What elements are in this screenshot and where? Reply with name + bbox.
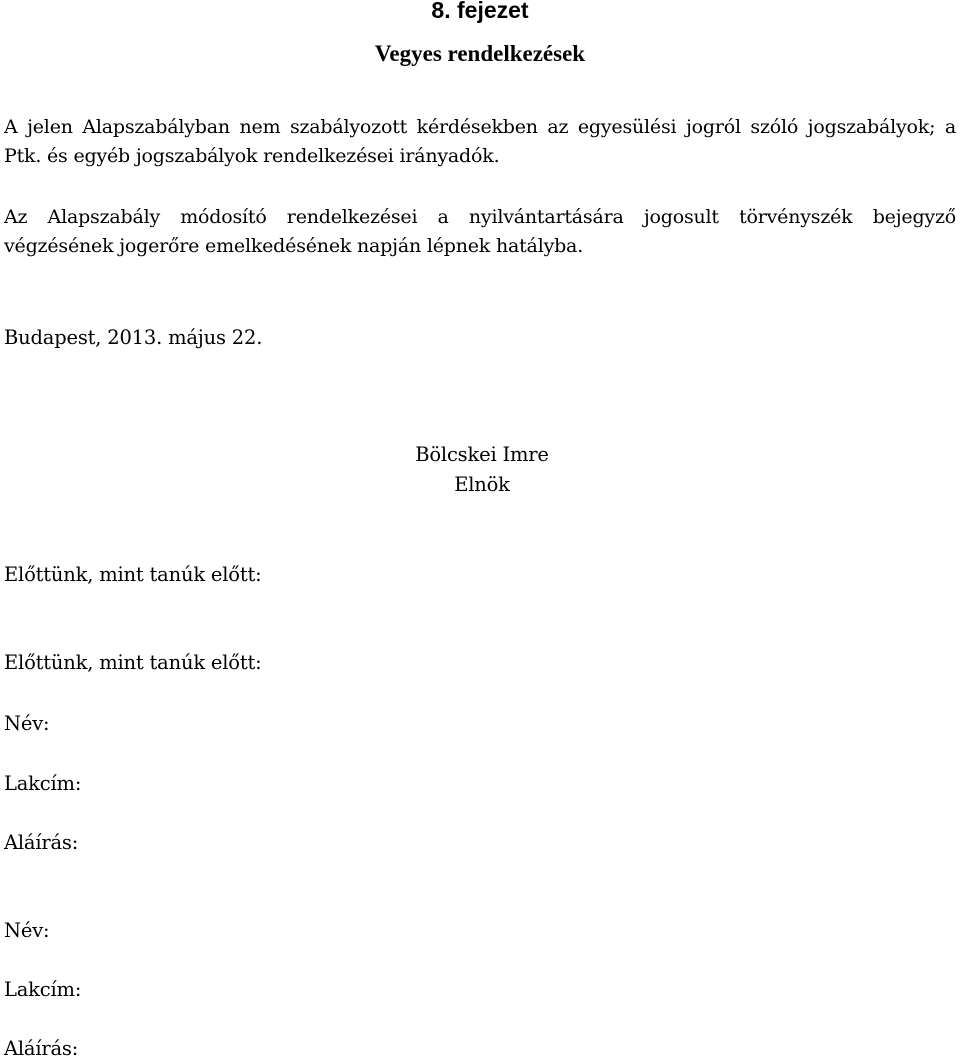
signatory-role: Elnök xyxy=(454,473,510,496)
witness-2-name-label: Név: xyxy=(4,919,50,942)
witness-heading-1: Előttünk, mint tanúk előtt: xyxy=(4,563,262,586)
section-title: Vegyes rendelkezések xyxy=(374,41,586,66)
paragraph-effective-date: Az Alapszabály módosító rendelkezései a nyilvántartására jogosult törvényszék bejegyző végzésének jogerőre emelkedésének napján lépnek hatályba. xyxy=(4,206,956,257)
paragraph-governing-law: A jelen Alapszabályban nem szabályozott kérdésekben az egyesülési jogról szóló jogszabályok; a Ptk. és egyéb jogszabályok rendelkezései irányadók. xyxy=(4,116,956,167)
witness-1-name-label: Név: xyxy=(4,712,50,735)
witness-1-signature-label: Aláírás: xyxy=(4,831,79,854)
signatory-name: Bölcskei Imre xyxy=(415,443,549,466)
witness-2-address-label: Lakcím: xyxy=(4,978,82,1001)
witness-heading-2: Előttünk, mint tanúk előtt: xyxy=(4,651,262,674)
place-and-date: Budapest, 2013. május 22. xyxy=(4,326,263,349)
chapter-heading: 8. fejezet xyxy=(431,0,529,23)
witness-1-address-label: Lakcím: xyxy=(4,772,82,795)
witness-2-signature-label: Aláírás: xyxy=(4,1037,79,1060)
